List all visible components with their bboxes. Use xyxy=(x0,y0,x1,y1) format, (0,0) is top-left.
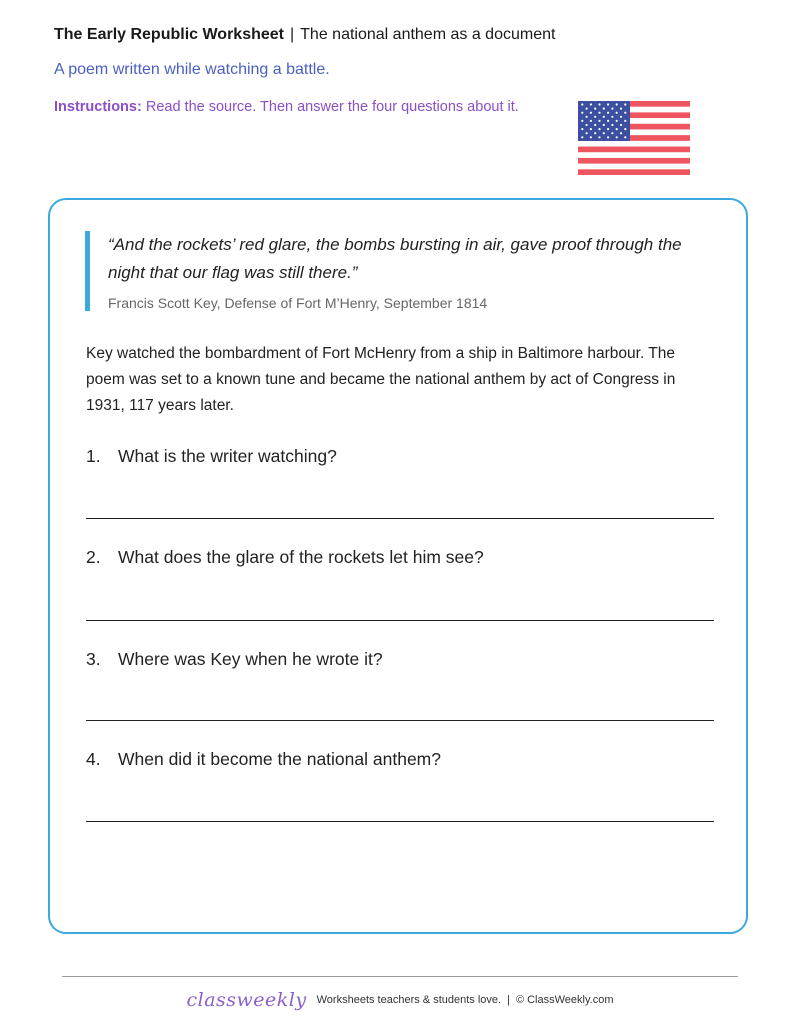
footer xyxy=(0,989,800,1011)
instructions-text: Read the source. Then answer the four questions about it. xyxy=(145,99,519,115)
header-separator: | xyxy=(290,26,295,43)
footer-divider xyxy=(62,976,738,977)
source-quote-block xyxy=(85,231,705,311)
question-text: What is the writer watching? xyxy=(118,446,337,466)
worksheet-subtitle: A poem written while watching a battle. xyxy=(54,61,330,78)
question-3 xyxy=(86,649,383,670)
question-2 xyxy=(86,547,484,568)
footer-copyright: © ClassWeekly.com xyxy=(515,994,614,1006)
instructions-label: Instructions: xyxy=(54,99,142,115)
question-number: 1. xyxy=(86,446,101,466)
answer-line-3[interactable] xyxy=(86,720,714,721)
question-text: What does the glare of the rockets let him see? xyxy=(118,547,484,567)
answer-line-1[interactable] xyxy=(86,518,714,519)
instructions xyxy=(54,99,519,115)
source-quote: “And the rockets’ red glare, the bombs bursting in air, gave proof through the night that our flag was still there.” xyxy=(108,235,682,282)
footer-separator: | xyxy=(507,994,510,1006)
worksheet-topic: The national anthem as a document xyxy=(300,26,556,43)
question-4 xyxy=(86,749,441,770)
worksheet-title: The Early Republic Worksheet xyxy=(54,26,284,43)
question-number: 2. xyxy=(86,547,101,567)
answer-line-4[interactable] xyxy=(86,821,714,822)
question-number: 3. xyxy=(86,649,101,669)
source-attribution: Francis Scott Key, Defense of Fort M’Henry, September 1814 xyxy=(108,295,488,311)
source-context: Key watched the bombardment of Fort McHenry from a ship in Baltimore harbour. The poem was set to a known tune and became the national anthem by act of Congress in 1931, 117 years later. xyxy=(86,345,676,414)
us-flag-icon xyxy=(578,101,690,175)
classweekly-logo: classweekly xyxy=(186,989,307,1011)
question-text: When did it become the national anthem? xyxy=(118,749,441,769)
footer-tagline: Worksheets teachers & students love. xyxy=(316,994,502,1006)
question-text: Where was Key when he wrote it? xyxy=(118,649,383,669)
question-number: 4. xyxy=(86,749,101,769)
worksheet-header xyxy=(54,26,555,44)
question-1 xyxy=(86,446,337,467)
answer-line-2[interactable] xyxy=(86,620,714,621)
